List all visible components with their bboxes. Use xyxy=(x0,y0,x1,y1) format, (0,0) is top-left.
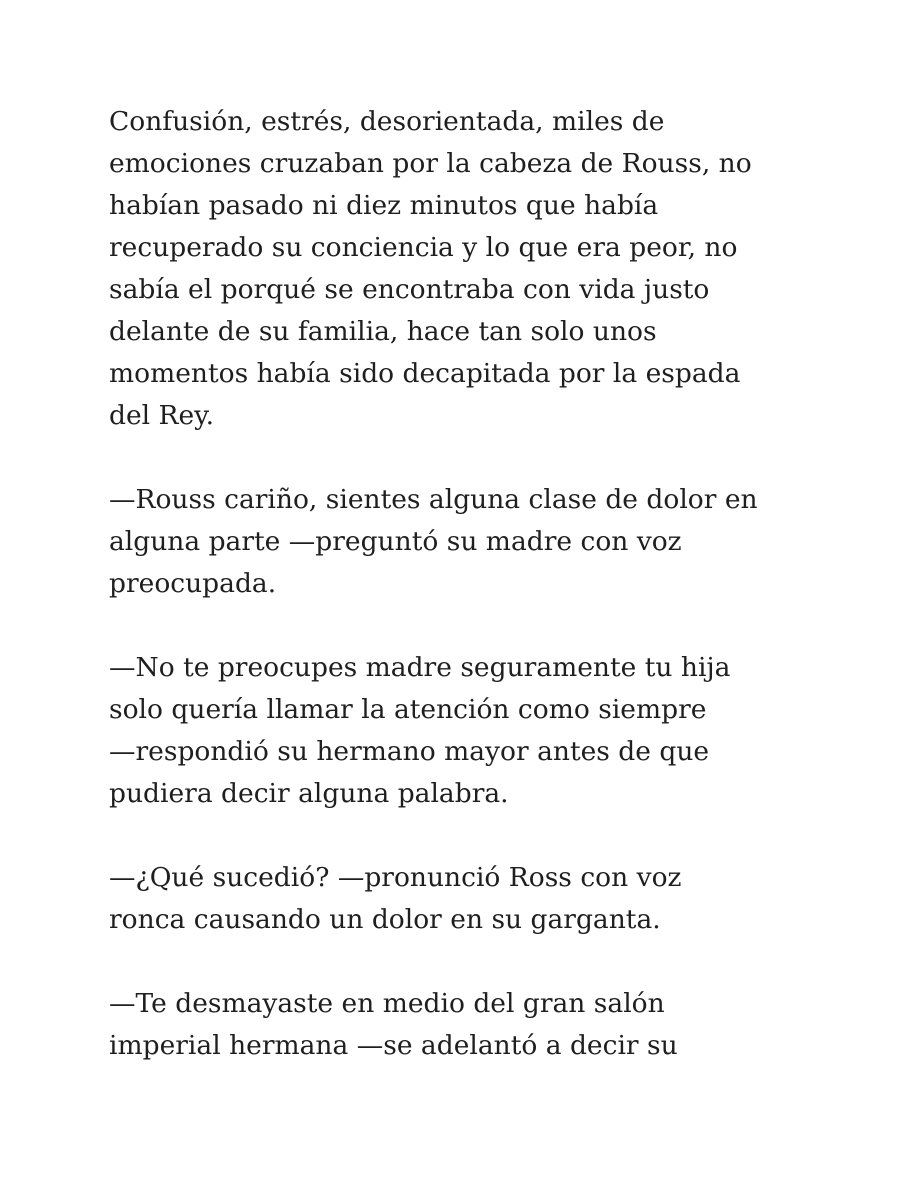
body-text xyxy=(109,101,809,1109)
text-line: imperial hermana —se adelantó a decir su xyxy=(109,1030,678,1061)
text-line: ronca causando un dolor en su garganta. xyxy=(109,904,661,935)
paragraph-5 xyxy=(109,983,809,1067)
paragraph-3 xyxy=(109,647,809,815)
text-line: pudiera decir alguna palabra. xyxy=(109,778,509,809)
text-line: preocupada. xyxy=(109,568,277,599)
text-line: emociones cruzaban por la cabeza de Rouss, no xyxy=(109,148,752,179)
text-line: —No te preocupes madre seguramente tu hija xyxy=(109,652,731,683)
text-line: recuperado su conciencia y lo que era peor, no xyxy=(109,232,738,263)
text-line: momentos había sido decapitada por la espada xyxy=(109,358,741,389)
text-line: —respondió su hermano mayor antes de que xyxy=(109,736,710,767)
text-line: habían pasado ni diez minutos que había xyxy=(109,190,659,221)
text-line: delante de su familia, hace tan solo unos xyxy=(109,316,657,347)
text-line: —¿Qué sucedió? —pronunció Ross con voz xyxy=(109,862,682,893)
paragraph-2 xyxy=(109,479,809,605)
paragraph-1 xyxy=(109,101,809,437)
text-line: Confusión, estrés, desorientada, miles de xyxy=(109,106,665,137)
text-line: solo quería llamar la atención como siempre xyxy=(109,694,707,725)
text-line: alguna parte —preguntó su madre con voz xyxy=(109,526,682,557)
text-line: —Te desmayaste en medio del gran salón xyxy=(109,988,665,1019)
text-line: sabía el porqué se encontraba con vida justo xyxy=(109,274,710,305)
text-line: del Rey. xyxy=(109,400,215,431)
text-line: —Rouss cariño, sientes alguna clase de dolor en xyxy=(109,484,758,515)
paragraph-4 xyxy=(109,857,809,941)
